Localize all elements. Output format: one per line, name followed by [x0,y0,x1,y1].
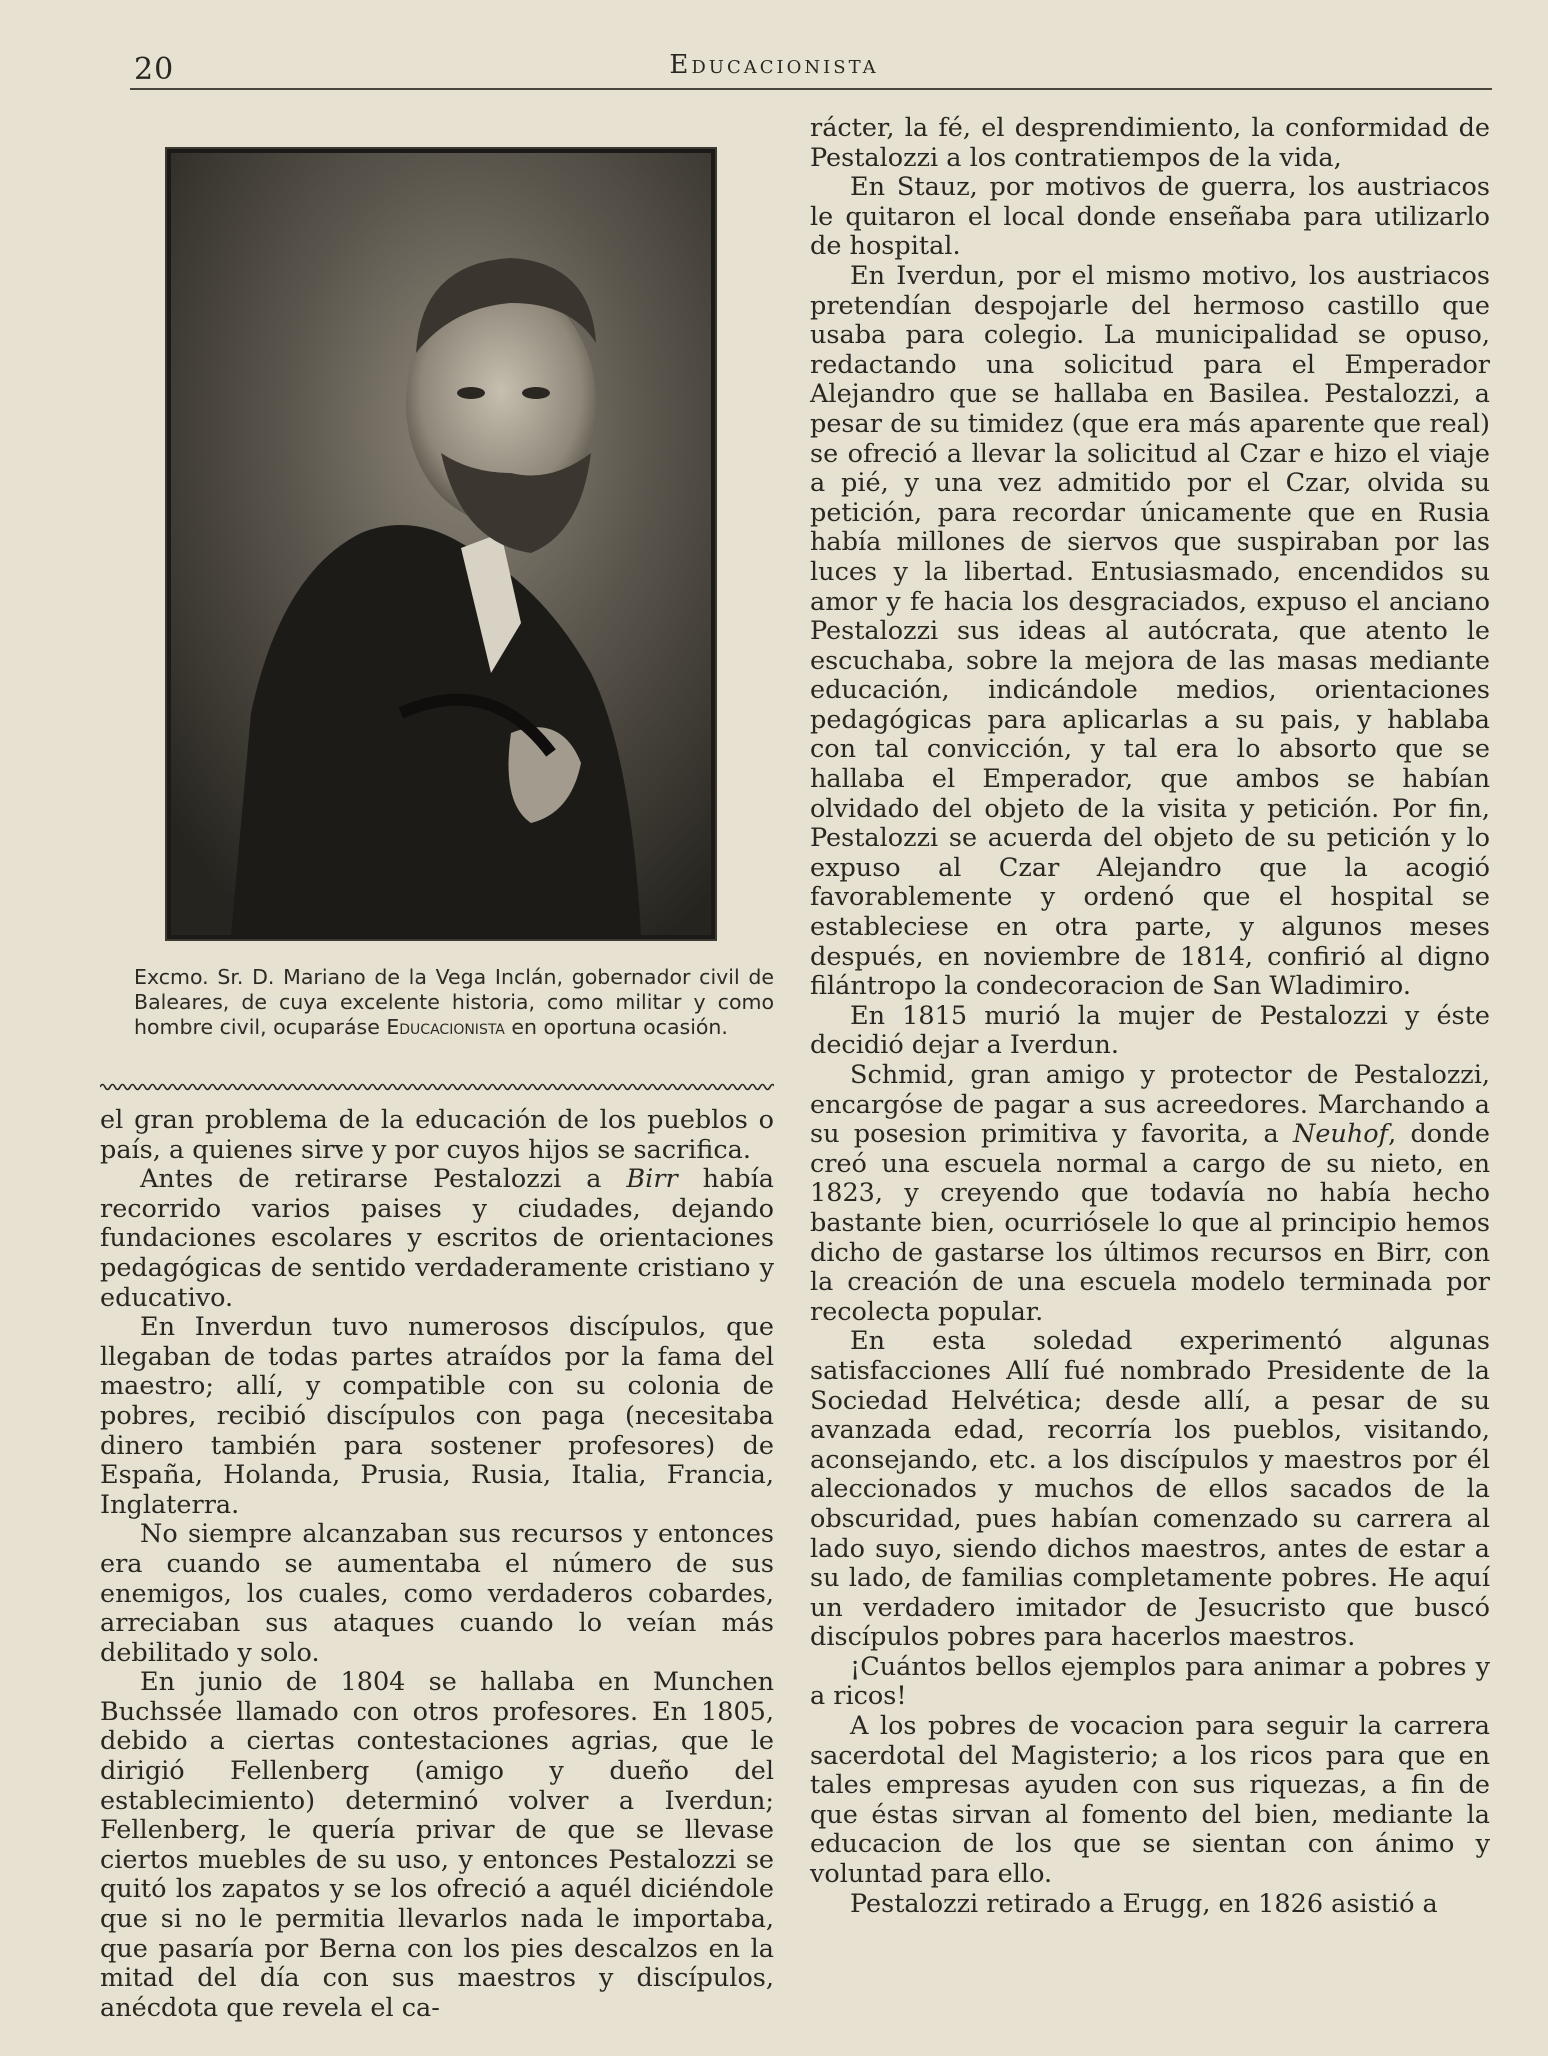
paragraph [810,1061,1490,1327]
italic-place-name: Birr [626,1164,678,1195]
caption-end: en oportuna ocasión. [504,1015,728,1039]
paragraph: En Stauz, por motivos de guerra, los austriacos le quitaron el local donde enseñaba para utilizarlo de hospital. [810,172,1490,262]
left-column [100,1106,774,2023]
paragraph: En 1815 murió la mujer de Pestalozzi y éste decidió dejar a Iverdun. [810,1000,1490,1061]
text-run: , donde creó una escuela normal a cargo de su nieto, en 1823, y creyendo que todavía no había hecho bastante bien, ocurriósele lo que al principio hemos dicho de gastarse los últimos recursos en Birr, con la creación de una escuela modelo terminada por recolecta popular. [810,1119,1490,1327]
paragraph: el gran problema de la educación de los pueblos o país, a quienes sirve y por cuyos hijos se sacrifica. [100,1105,774,1165]
paragraph [100,1165,774,1313]
page-number: 20 [134,52,175,87]
portrait-illustration [171,153,711,935]
wavy-divider [100,1080,774,1094]
paragraph: En Inverdun tuvo numerosos discípulos, que llegaban de todas partes atraídos por la fama del maestro; allí, y compatible con su colonia de pobres, recibió discípulos con paga (necesitaba dinero también para sostener profesores) de España, Holanda, Prusia, Rusia, Italia, Francia, Inglaterra. [100,1312,774,1520]
paragraph: Pestalozzi retirado a Erugg, en 1826 asistió a [850,1888,1438,1919]
header-rule [130,88,1492,90]
text-run: Antes de retirarse Pestalozzi a [140,1164,627,1195]
photo-caption [134,965,774,1040]
paragraph: A los pobres de vocacion para seguir la carrera sacerdotal del Magisterio; a los ricos para que en tales empresas ayuden con sus riquezas, a fin de que éstas sirvan al fomento del bien, mediante la educacion de los que se sientan con ánimo y voluntad para ello. [810,1711,1490,1890]
caption-start: Excmo. Sr. D. Mariano de la Vega Inclán, gobernador civil de Baleares, de cuya excelente historia, como militar y como hombre civil, ocuparáse [134,965,774,1039]
paragraph: ¡Cuántos bellos ejemplos para animar a pobres y a ricos! [810,1651,1490,1712]
paragraph: No siempre alcanzaban sus recursos y entonces era cuando se aumentaba el número de sus enemigos, los cuales, como verdaderos cobardes, arreciaban sus ataques cuando lo veían más debilitado y solo. [100,1519,774,1668]
paragraph: En Iverdun, por el mismo motivo, los austriacos pretendían despojarle del hermoso castillo que usaba para colegio. La municipalidad se opuso, redactando una solicitud para el Emperador Alejandro que se hallaba en Basilea. Pestalozzi, a pesar de su timidez (que era más aparente que real) se ofreció a llevar la solicitud al Czar e hizo el viaje a pié, y una vez admitido por el Czar, olvida su petición, para recordar únicamente que en Rusia había millones de siervos que suspiraban por las luces y la libertad. Entusiasmado, encendidos su amor y fe hacia los desgraciados, expuso el anciano Pestalozzi sus ideas al autócrata, que atento le escuchaba, sobre la mejora de las masas mediante educación, indicándole medios, orientaciones pedagógicas para aplicarlas a su pais, y hablaba con tal convicción, y tal era lo absorto que se hallaba el Emperador, que ambos se habían olvidado del objeto de la visita y petición. Por fin, Pestalozzi se acuerda del objeto de su petición y lo expuso al Czar Alejandro que la acogió favorablemente y ordenó que el hospital se estableciese en otra parte, y algunos meses después, en noviembre de 1814, confirió al digno filántropo la condecoracion de San Wladimiro. [810,260,1490,1002]
portrait-photo [165,147,717,941]
paragraph: En junio de 1804 se hallaba en Munchen Buchssée llamado con otros profesores. En 1805, debido a ciertas contestaciones agrias, que le dirigió Fellenberg (amigo y dueño del establecimiento) determinó volver a Iverdun; Fellenberg, le quería privar de que se llevase ciertos muebles de su uso, y entonces Pestalozzi se quitó los zapatos y se los ofreció a aquél diciéndole que si no le permitia llevarlos nada le importaba, que pasaría por Berna con los pies descalzos en la mitad del día con sus maestros y discípulos, anécdota que revela el ca- [100,1667,774,2023]
italic-place-name: Neuhof [1293,1119,1389,1150]
text-run: había recorrido varios paises y ciudades, dejando fundaciones escolares y escritos de orientaciones pedagógicas de sentido verdaderamente cristiano y educativo. [100,1164,774,1313]
right-column [810,114,1490,1919]
paragraph: rácter, la fé, el desprendimiento, la conformidad de Pestalozzi a los contratiempos de la vida, [810,113,1490,173]
paragraph: En esta soledad experimentó algunas satisfacciones Allí fué nombrado Presidente de la Sociedad Helvética; desde allí, a pesar de su avanzada edad, recorría los pueblos, visitando, aconsejando, etc. a los discípulos y maestros por él aleccionados y muchos de ellos sacados de la obscuridad, pues habían comenzado su carrera al lado suyo, siendo dichos maestros, antes de estar a su lado, de familias completamente pobres. He aquí un verdadero imitador de Jesucristo que buscó discípulos pobres para hacerlos maestros. [810,1326,1490,1653]
caption-journal-name: Educacionista [386,1015,505,1039]
text-run: Schmid, gran amigo y protector de Pestalozzi, encargóse de pagar a sus acreedores. Marchando a su posesion primitiva y favorita, a [810,1060,1490,1150]
running-title: Educacionista [669,50,879,80]
